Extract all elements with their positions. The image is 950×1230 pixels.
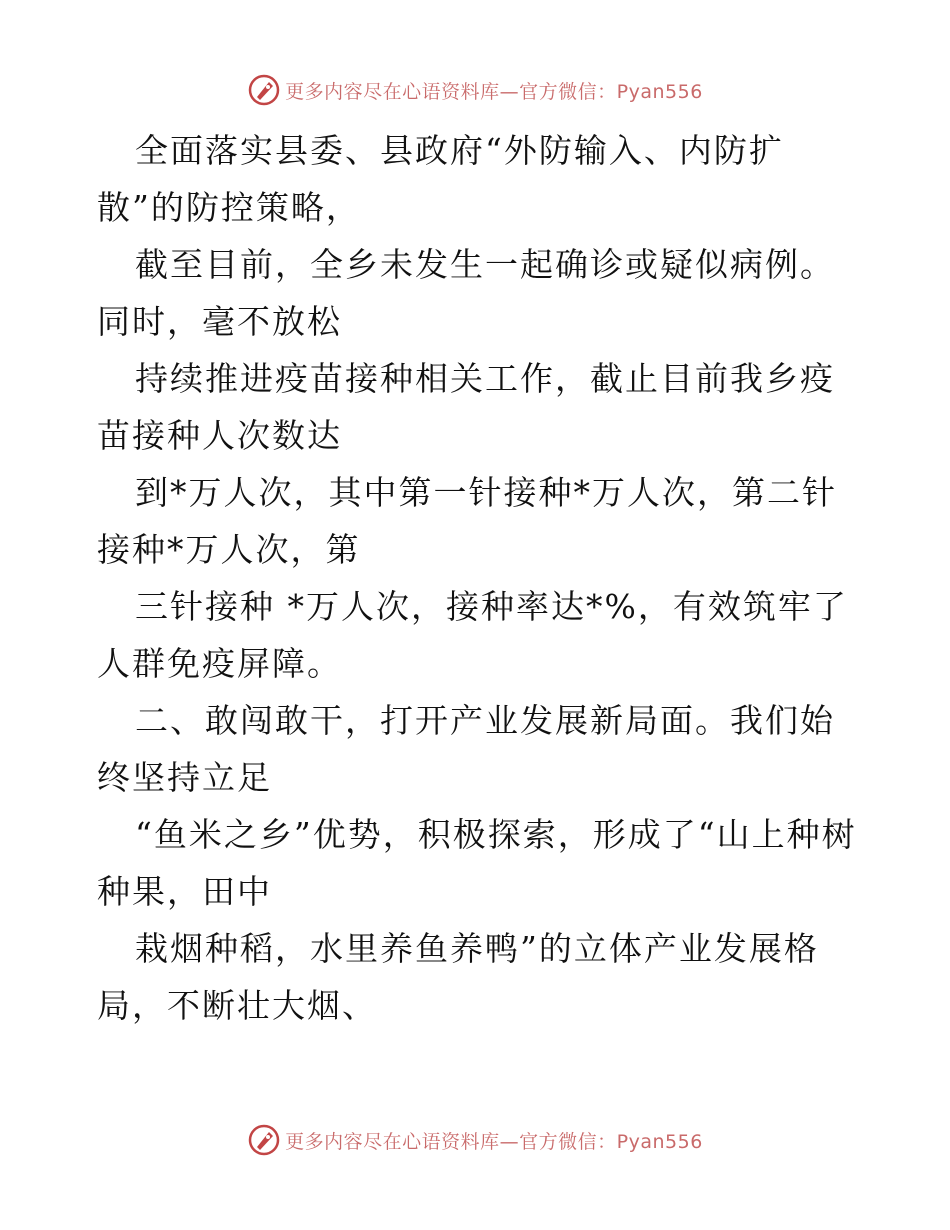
document-body <box>97 122 857 1034</box>
paragraph: 到*万人次，其中第一针接种*万人次，第二针接种*万人次，第 <box>97 473 837 569</box>
paragraph: 持续推进疫苗接种相关工作，截止目前我乡疫苗接种人次数达 <box>97 359 835 455</box>
header-watermark <box>0 70 950 110</box>
pen-nib-logo-icon <box>247 73 281 107</box>
watermark-text: 更多内容尽在心语资料库—官方微信：Pyan556 <box>285 80 703 103</box>
paragraph: 三针接种 *万人次，接种率达*%，有效筑牢了人群免疫屏障。 <box>97 587 848 683</box>
pen-nib-logo-icon <box>247 1123 281 1157</box>
paragraph: 全面落实县委、县政府“外防输入、内防扩散”的防控策略， <box>97 131 784 227</box>
footer-watermark <box>0 1120 950 1160</box>
paragraph: 截至目前，全乡未发生一起确诊或疑似病例。同时，毫不放松 <box>97 245 835 341</box>
paragraph: “鱼米之乡”优势，积极探索，形成了“山上种树种果，田中 <box>97 815 857 911</box>
watermark-text: 更多内容尽在心语资料库—官方微信：Pyan556 <box>285 1130 703 1153</box>
paragraph: 二、敢闯敢干，打开产业发展新局面。我们始终坚持立足 <box>97 701 835 797</box>
paragraph: 栽烟种稻，水里养鱼养鸭”的立体产业发展格局，不断壮大烟、 <box>97 929 819 1025</box>
